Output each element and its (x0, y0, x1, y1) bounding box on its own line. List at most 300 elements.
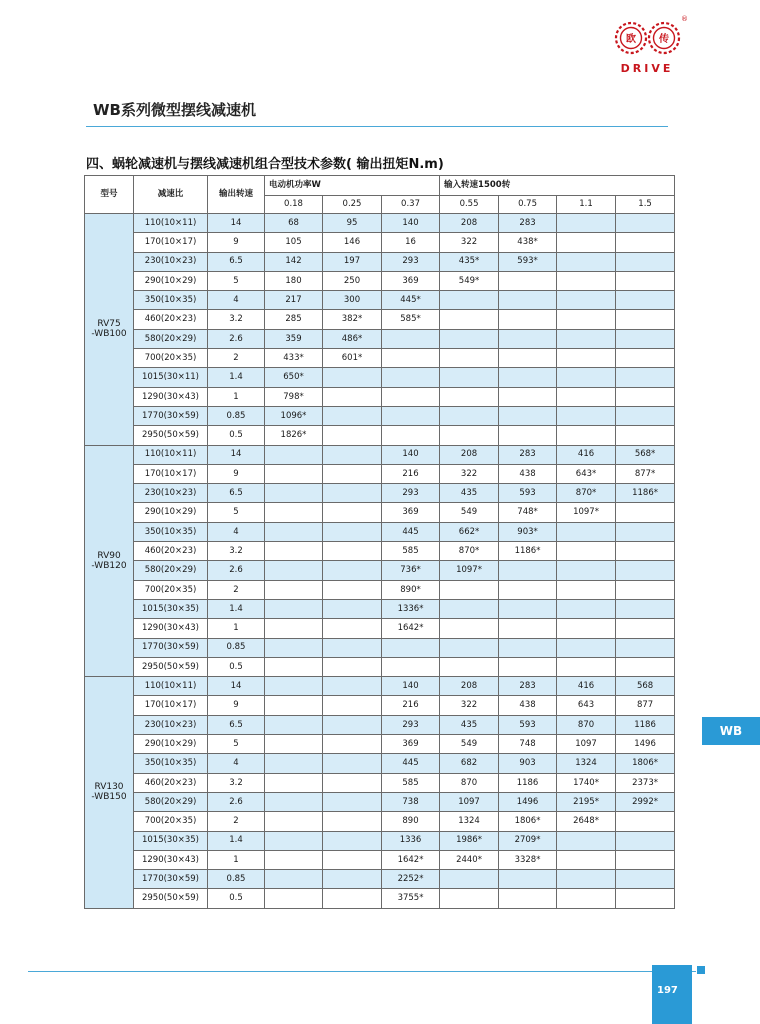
power-column-header: 0.18 (265, 196, 323, 214)
ratio-cell: 230(10×23) (134, 715, 208, 734)
table-row (85, 792, 675, 811)
torque-cell: 593 (499, 484, 557, 503)
ratio-cell: 460(20×23) (134, 310, 208, 329)
torque-cell: 650* (265, 368, 323, 387)
torque-cell (323, 368, 382, 387)
torque-cell: 1096* (265, 406, 323, 425)
torque-cell (323, 484, 382, 503)
table-row (85, 850, 675, 869)
torque-cell: 870 (440, 773, 499, 792)
torque-cell (265, 773, 323, 792)
torque-cell (382, 406, 440, 425)
ratio-cell: 290(10×29) (134, 271, 208, 290)
ratio-cell: 170(10×17) (134, 233, 208, 252)
torque-cell: 549 (440, 503, 499, 522)
torque-cell: 877 (616, 696, 675, 715)
torque-cell (323, 638, 382, 657)
ratio-cell: 230(10×23) (134, 252, 208, 271)
torque-cell (557, 406, 616, 425)
torque-cell: 568 (616, 677, 675, 696)
table-row (85, 233, 675, 252)
torque-cell: 486* (323, 329, 382, 348)
speed-cell: 1.4 (208, 831, 265, 850)
torque-cell (557, 522, 616, 541)
speed-cell: 0.85 (208, 870, 265, 889)
torque-cell (323, 561, 382, 580)
torque-cell: 903 (499, 754, 557, 773)
speed-cell: 6.5 (208, 252, 265, 271)
ratio-cell: 700(20×35) (134, 812, 208, 831)
registered-mark: ® (681, 15, 688, 23)
torque-cell (616, 850, 675, 869)
torque-cell (382, 387, 440, 406)
torque-cell: 293 (382, 715, 440, 734)
table-row (85, 812, 675, 831)
table-row (85, 522, 675, 541)
header-ratio: 减速比 (134, 176, 208, 214)
torque-cell (616, 503, 675, 522)
ratio-cell: 350(10×35) (134, 291, 208, 310)
torque-cell: 322 (440, 464, 499, 483)
speed-cell: 9 (208, 233, 265, 252)
page-number: 197 (657, 985, 678, 996)
torque-cell: 250 (323, 271, 382, 290)
torque-cell: 216 (382, 464, 440, 483)
torque-cell (616, 870, 675, 889)
torque-cell: 870 (557, 715, 616, 734)
speed-cell: 1.4 (208, 599, 265, 618)
model-line: RV130 (94, 782, 124, 793)
ratio-cell: 1015(30×35) (134, 831, 208, 850)
torque-cell (440, 349, 499, 368)
torque-cell (323, 657, 382, 676)
torque-cell: 877* (616, 464, 675, 483)
torque-cell (557, 291, 616, 310)
torque-cell: 585 (382, 542, 440, 561)
torque-cell (440, 619, 499, 638)
torque-cell: 1336* (382, 599, 440, 618)
torque-cell: 433* (265, 349, 323, 368)
speed-cell: 14 (208, 214, 265, 233)
torque-cell: 682 (440, 754, 499, 773)
table-row (85, 831, 675, 850)
torque-cell (382, 349, 440, 368)
table-row (85, 735, 675, 754)
torque-cell: 140 (382, 214, 440, 233)
torque-cell: 2440* (440, 850, 499, 869)
torque-cell: 1642* (382, 850, 440, 869)
torque-cell (499, 387, 557, 406)
torque-cell (499, 271, 557, 290)
ratio-cell: 2950(50×59) (134, 657, 208, 676)
table-row (85, 870, 675, 889)
torque-cell (265, 696, 323, 715)
table-row (85, 580, 675, 599)
torque-cell: 2992* (616, 792, 675, 811)
torque-cell: 1496 (616, 735, 675, 754)
torque-cell (323, 445, 382, 464)
torque-cell (499, 657, 557, 676)
torque-cell (616, 271, 675, 290)
header-output-speed: 输出转速 (208, 176, 265, 214)
torque-cell: 3328* (499, 850, 557, 869)
torque-cell (557, 329, 616, 348)
torque-cell (616, 619, 675, 638)
torque-cell (557, 580, 616, 599)
torque-cell (440, 580, 499, 599)
torque-cell: 593* (499, 252, 557, 271)
speed-cell: 0.85 (208, 406, 265, 425)
torque-cell: 445 (382, 522, 440, 541)
torque-cell (499, 889, 557, 908)
torque-cell (616, 580, 675, 599)
torque-cell (323, 387, 382, 406)
ratio-cell: 350(10×35) (134, 522, 208, 541)
torque-cell (265, 580, 323, 599)
ratio-cell: 230(10×23) (134, 484, 208, 503)
torque-cell: 208 (440, 445, 499, 464)
torque-cell: 2373* (616, 773, 675, 792)
torque-cell (265, 812, 323, 831)
torque-cell: 105 (265, 233, 323, 252)
torque-cell (265, 561, 323, 580)
torque-cell (499, 329, 557, 348)
torque-cell (616, 426, 675, 445)
table-row (85, 368, 675, 387)
torque-cell: 1324 (557, 754, 616, 773)
table-row (85, 484, 675, 503)
torque-cell (265, 599, 323, 618)
torque-cell: 208 (440, 677, 499, 696)
torque-cell: 359 (265, 329, 323, 348)
model-line: -WB100 (91, 329, 127, 340)
torque-cell: 585* (382, 310, 440, 329)
torque-cell (499, 580, 557, 599)
torque-cell: 1186* (616, 484, 675, 503)
torque-cell: 435* (440, 252, 499, 271)
torque-cell: 283 (499, 677, 557, 696)
torque-cell: 1336 (382, 831, 440, 850)
table-row (85, 754, 675, 773)
ratio-cell: 170(10×17) (134, 696, 208, 715)
torque-cell (440, 329, 499, 348)
table-row (85, 214, 675, 233)
torque-cell: 643* (557, 464, 616, 483)
table-row (85, 561, 675, 580)
torque-cell (323, 831, 382, 850)
torque-cell (265, 850, 323, 869)
table-row (85, 406, 675, 425)
torque-cell (382, 638, 440, 657)
torque-cell (323, 522, 382, 541)
torque-cell (323, 406, 382, 425)
speed-cell: 2.6 (208, 561, 265, 580)
power-column-header: 0.25 (323, 196, 382, 214)
torque-cell: 322 (440, 696, 499, 715)
speed-cell: 0.5 (208, 426, 265, 445)
torque-cell (323, 503, 382, 522)
torque-cell (323, 754, 382, 773)
model-line: RV90 (97, 550, 121, 561)
footer-divider (28, 971, 696, 972)
torque-cell: 1186 (499, 773, 557, 792)
ratio-cell: 1290(30×43) (134, 387, 208, 406)
torque-cell (557, 619, 616, 638)
power-column-header: 1.1 (557, 196, 616, 214)
ratio-cell: 700(20×35) (134, 580, 208, 599)
torque-cell: 2648* (557, 812, 616, 831)
torque-cell (440, 870, 499, 889)
torque-cell: 601* (323, 349, 382, 368)
header-input-speed: 输入转速1500转 (440, 176, 675, 196)
torque-cell (499, 599, 557, 618)
table-row (85, 464, 675, 483)
torque-cell: 140 (382, 445, 440, 464)
power-column-header: 1.5 (616, 196, 675, 214)
table-row (85, 619, 675, 638)
ratio-cell: 290(10×29) (134, 735, 208, 754)
speed-cell: 3.2 (208, 310, 265, 329)
logo-right-char: 传 (659, 34, 669, 45)
torque-cell (323, 850, 382, 869)
torque-cell (265, 503, 323, 522)
torque-cell (557, 850, 616, 869)
torque-cell (557, 368, 616, 387)
speed-cell: 5 (208, 735, 265, 754)
table-row (85, 638, 675, 657)
ratio-cell: 580(20×29) (134, 329, 208, 348)
torque-cell (557, 252, 616, 271)
torque-cell: 1186 (616, 715, 675, 734)
ratio-cell: 1770(30×59) (134, 406, 208, 425)
torque-cell (557, 271, 616, 290)
torque-cell: 1806* (499, 812, 557, 831)
torque-cell: 445 (382, 754, 440, 773)
speed-cell: 14 (208, 677, 265, 696)
table-row (85, 657, 675, 676)
torque-cell: 438 (499, 464, 557, 483)
model-cell (85, 677, 134, 909)
ratio-cell: 350(10×35) (134, 754, 208, 773)
torque-cell (323, 580, 382, 599)
ratio-cell: 1290(30×43) (134, 619, 208, 638)
speed-cell: 2 (208, 349, 265, 368)
torque-cell (616, 638, 675, 657)
speed-cell: 5 (208, 271, 265, 290)
ratio-cell: 580(20×29) (134, 561, 208, 580)
torque-cell (499, 561, 557, 580)
torque-cell (616, 406, 675, 425)
model-line: RV75 (97, 318, 121, 329)
torque-cell (440, 599, 499, 618)
torque-cell (323, 677, 382, 696)
ratio-cell: 580(20×29) (134, 792, 208, 811)
torque-cell (323, 696, 382, 715)
speed-cell: 4 (208, 291, 265, 310)
torque-cell (323, 870, 382, 889)
torque-cell (557, 349, 616, 368)
torque-cell: 438* (499, 233, 557, 252)
table-row (85, 773, 675, 792)
torque-cell (265, 870, 323, 889)
torque-cell: 1806* (616, 754, 675, 773)
torque-cell (499, 870, 557, 889)
ratio-cell: 110(10×11) (134, 445, 208, 464)
torque-cell (616, 329, 675, 348)
torque-cell: 416 (557, 677, 616, 696)
torque-cell: 736* (382, 561, 440, 580)
torque-cell (616, 252, 675, 271)
torque-cell: 217 (265, 291, 323, 310)
torque-cell (323, 464, 382, 483)
torque-cell: 1097 (440, 792, 499, 811)
page-title: WB系列微型摆线减速机 (93, 101, 256, 119)
torque-cell (616, 889, 675, 908)
torque-cell (557, 599, 616, 618)
torque-cell (616, 368, 675, 387)
torque-cell: 16 (382, 233, 440, 252)
torque-cell: 903* (499, 522, 557, 541)
torque-cell (557, 638, 616, 657)
torque-cell (616, 812, 675, 831)
torque-cell: 1324 (440, 812, 499, 831)
ratio-cell: 1770(30×59) (134, 870, 208, 889)
torque-cell (557, 657, 616, 676)
model-cell (85, 445, 134, 677)
table-body (85, 214, 675, 909)
torque-cell (265, 445, 323, 464)
torque-cell (557, 870, 616, 889)
torque-cell (616, 310, 675, 329)
torque-cell: 142 (265, 252, 323, 271)
speed-cell: 3.2 (208, 542, 265, 561)
speed-cell: 5 (208, 503, 265, 522)
torque-cell: 95 (323, 214, 382, 233)
speed-cell: 2 (208, 812, 265, 831)
torque-cell (557, 310, 616, 329)
torque-cell (265, 522, 323, 541)
torque-cell: 798* (265, 387, 323, 406)
ratio-cell: 1290(30×43) (134, 850, 208, 869)
torque-cell (265, 619, 323, 638)
torque-cell: 585 (382, 773, 440, 792)
torque-cell (616, 214, 675, 233)
torque-cell: 382* (323, 310, 382, 329)
torque-cell (499, 368, 557, 387)
torque-cell (616, 831, 675, 850)
torque-cell: 180 (265, 271, 323, 290)
torque-cell (440, 889, 499, 908)
torque-cell (499, 349, 557, 368)
torque-cell: 146 (323, 233, 382, 252)
ratio-cell: 460(20×23) (134, 773, 208, 792)
torque-cell: 568* (616, 445, 675, 464)
torque-cell (440, 406, 499, 425)
speed-cell: 9 (208, 696, 265, 715)
table-row (85, 503, 675, 522)
torque-cell: 283 (499, 445, 557, 464)
torque-cell (557, 233, 616, 252)
torque-cell: 216 (382, 696, 440, 715)
wb-side-tab[interactable]: WB (702, 717, 760, 745)
torque-cell: 208 (440, 214, 499, 233)
torque-cell (616, 657, 675, 676)
torque-cell: 285 (265, 310, 323, 329)
torque-cell (323, 426, 382, 445)
ratio-cell: 700(20×35) (134, 349, 208, 368)
torque-cell: 445* (382, 291, 440, 310)
table-row (85, 271, 675, 290)
torque-cell (440, 638, 499, 657)
torque-cell (616, 387, 675, 406)
model-line: -WB150 (91, 792, 127, 803)
torque-cell (382, 368, 440, 387)
footer-marker (697, 966, 705, 974)
torque-cell (440, 426, 499, 445)
torque-cell: 870* (557, 484, 616, 503)
torque-cell: 1186* (499, 542, 557, 561)
torque-cell (323, 735, 382, 754)
torque-cell: 1740* (557, 773, 616, 792)
torque-cell (265, 542, 323, 561)
power-column-header: 0.75 (499, 196, 557, 214)
table-row (85, 542, 675, 561)
speed-cell: 9 (208, 464, 265, 483)
table-row (85, 349, 675, 368)
torque-cell (265, 677, 323, 696)
torque-cell: 293 (382, 252, 440, 271)
table-row (85, 889, 675, 908)
speed-cell: 1 (208, 850, 265, 869)
torque-cell (616, 291, 675, 310)
torque-cell: 549 (440, 735, 499, 754)
speed-cell: 1 (208, 387, 265, 406)
torque-cell (499, 406, 557, 425)
table-row (85, 310, 675, 329)
torque-cell: 1642* (382, 619, 440, 638)
torque-cell: 283 (499, 214, 557, 233)
header-model: 型号 (85, 176, 134, 214)
torque-cell (557, 214, 616, 233)
torque-cell (323, 792, 382, 811)
ratio-cell: 1015(30×35) (134, 599, 208, 618)
torque-cell (440, 291, 499, 310)
logo-left-char: 欧 (626, 34, 636, 45)
ratio-cell: 1015(30×11) (134, 368, 208, 387)
torque-cell (382, 329, 440, 348)
torque-cell: 1097* (440, 561, 499, 580)
torque-cell (265, 464, 323, 483)
torque-cell: 435 (440, 484, 499, 503)
torque-cell: 416 (557, 445, 616, 464)
torque-cell (265, 715, 323, 734)
torque-cell (440, 657, 499, 676)
torque-cell: 890* (382, 580, 440, 599)
speed-cell: 4 (208, 754, 265, 773)
torque-cell: 1097 (557, 735, 616, 754)
torque-cell: 643 (557, 696, 616, 715)
torque-cell (616, 233, 675, 252)
speed-cell: 1.4 (208, 368, 265, 387)
torque-cell: 748 (499, 735, 557, 754)
torque-cell (323, 599, 382, 618)
torque-cell: 1097* (557, 503, 616, 522)
ratio-cell: 2950(50×59) (134, 426, 208, 445)
torque-cell: 369 (382, 503, 440, 522)
torque-cell (323, 715, 382, 734)
speed-cell: 1 (208, 619, 265, 638)
torque-cell (499, 426, 557, 445)
